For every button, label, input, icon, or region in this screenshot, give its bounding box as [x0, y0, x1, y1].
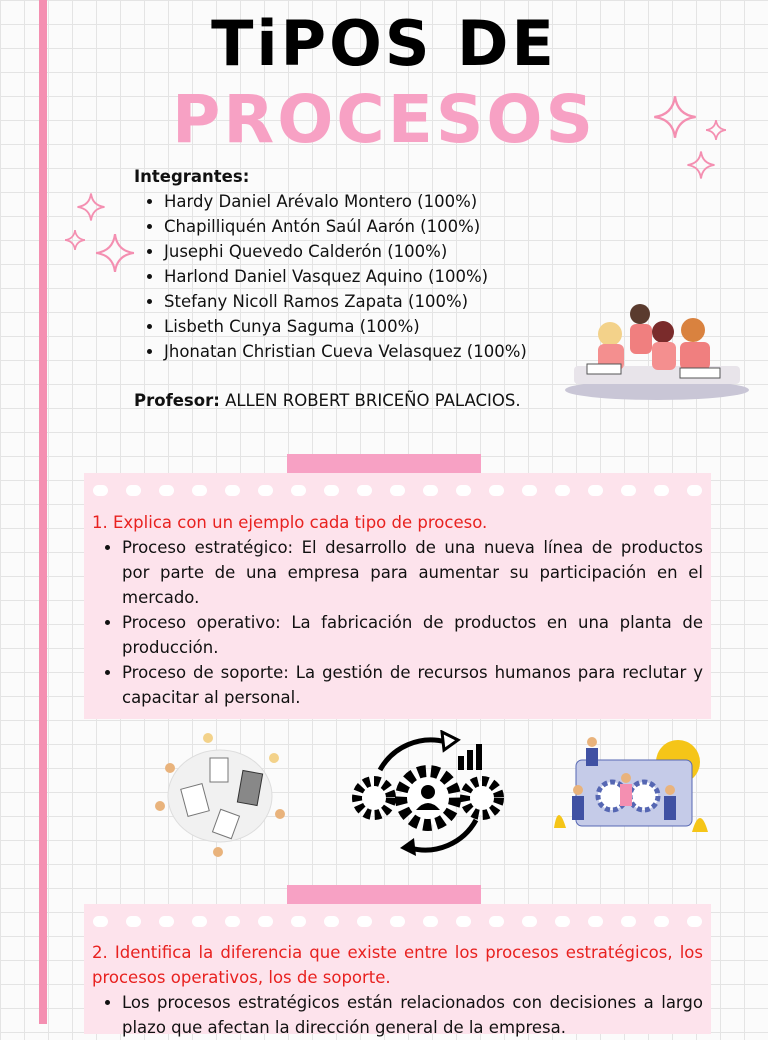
member-item: • Hardy Daniel Arévalo Montero (100%): [164, 189, 527, 214]
title-line-1: TiPOS DE: [211, 7, 557, 80]
section-1-card: [84, 473, 711, 719]
member-item: • Harlond Daniel Vasquez Aquino (100%): [164, 264, 527, 289]
bullet-item: • Proceso operativo: La fabricación de productos en una planta de producción.: [122, 610, 703, 660]
sparkle-icon: [705, 119, 727, 141]
card-dots: [84, 916, 711, 928]
member-item: • Jusephi Quevedo Calderón (100%): [164, 239, 527, 264]
sparkle-icon: [686, 150, 716, 180]
professor-label: Profesor:: [134, 391, 220, 410]
professor-line: [134, 391, 521, 410]
section-1-question: 1. Explica con un ejemplo cada tipo de proceso.: [92, 513, 488, 532]
bullet-item: • Proceso de soporte: La gestión de recursos humanos para reclutar y capacitar al personal.: [122, 660, 703, 710]
professor-name: ALLEN ROBERT BRICEÑO PALACIOS.: [225, 391, 521, 410]
meeting-illustration: [150, 728, 290, 860]
bullet-item: • Proceso estratégico: El desarrollo de una nueva línea de productos por parte de una empresa para aumentar su participación en el mercado.: [122, 535, 703, 610]
member-item: • Stefany Nicoll Ramos Zapata (100%): [164, 289, 527, 314]
member-item: • Lisbeth Cunya Saguma (100%): [164, 314, 527, 339]
section-2-card: [84, 904, 711, 1037]
members-list: [134, 189, 527, 364]
gears-process-icon: [350, 730, 506, 858]
member-item: • Jhonatan Christian Cueva Velasquez (100%): [164, 339, 527, 364]
section-1-bullets: [92, 535, 703, 710]
section-2-bullets: [92, 990, 703, 1040]
member-item: • Chapilliquén Antón Saúl Aarón (100%): [164, 214, 527, 239]
sparkle-icon: [652, 94, 698, 140]
students-illustration: [562, 298, 752, 402]
title-line-2: PROCESOS: [172, 81, 596, 158]
members-heading: Integrantes:: [134, 167, 250, 186]
sparkle-icon: [64, 229, 86, 251]
team-gears-illustration: [548, 732, 712, 844]
bullet-item: • Los procesos estratégicos están relacionados con decisiones a largo plazo que afectan la dirección general de la empresa.: [122, 990, 703, 1040]
sparkle-icon: [94, 232, 136, 274]
section-2-question: 2. Identifica la diferencia que existe entre los procesos estratégicos, los procesos operativos, los de soporte.: [92, 943, 703, 987]
sparkle-icon: [76, 192, 106, 222]
card-dots: [84, 485, 711, 497]
members-block: [134, 164, 527, 364]
